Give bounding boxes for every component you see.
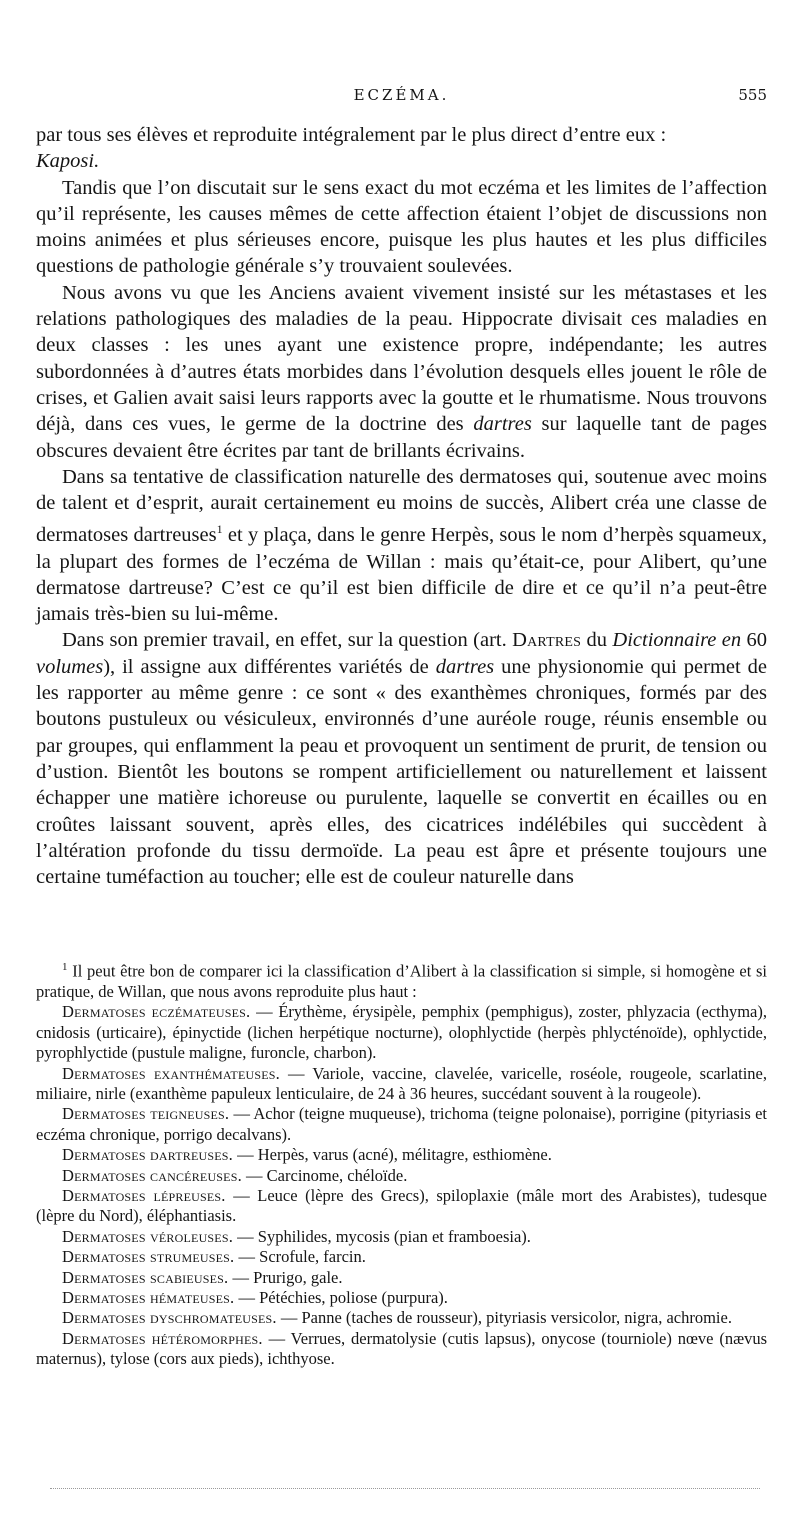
footnote-entry <box>36 1145 767 1165</box>
entry-text: — Prurigo, gale. <box>232 1267 343 1287</box>
italic-term: dartres <box>473 413 532 436</box>
entry-text: — Achor (teigne muqueuse), trichoma (teigne polonaise), porrigine (pityriasis et eczéma chronique, porrigo decalvans). <box>36 1104 767 1144</box>
footnote-entry <box>36 1308 767 1328</box>
footnote-intro <box>36 957 767 1002</box>
paragraph-continuation <box>36 122 767 175</box>
footnote-entry <box>36 1329 767 1370</box>
entry-text: — Carcinome, chéloïde. <box>246 1165 408 1185</box>
entry-heading: Dermatoses exanthémateuses. <box>62 1063 280 1083</box>
footnote-intro-text: Il peut être bon de comparer ici la classification d’Alibert à la classification si simple, si homogène et si pratique, de Willan, que nous avons reproduite plus haut : <box>36 961 768 1001</box>
entry-text: — Herpès, varus (acné), mélitagre, esthiomène. <box>237 1145 552 1165</box>
page-number: 555 <box>738 86 767 104</box>
running-title: ECZÉMA. <box>353 86 450 104</box>
footnote-entry <box>36 1247 767 1267</box>
paragraph-text: ), il assigne aux différentes variétés de <box>103 655 429 678</box>
footnote-reference: 1 <box>216 522 223 537</box>
footnote-entry <box>36 1166 767 1186</box>
bottom-dotted-rule <box>50 1488 760 1489</box>
entry-heading: Dermatoses cancéreuses. <box>62 1165 242 1185</box>
paragraph-text: Tandis que l’on discutait sur le sens exact du mot eczéma et les limites de l’affection qu’il représente, les causes mêmes de cette affection étaient l’objet de discussions non moins animées et plus sérieuses encore, puisque les plus hautes et les plus difficiles questions de pathologie générale s’y trouvaient soulevées. <box>36 176 767 278</box>
author-name: Kaposi. <box>36 150 100 173</box>
entry-heading: Dermatoses strumeuses. <box>62 1247 235 1267</box>
entry-heading: Dermatoses hémateuses. <box>62 1288 235 1307</box>
paragraph-text: du <box>586 629 608 652</box>
paragraph-text: sur laquelle tant de pages obscures devaient être écrites par tant de brillants écrivains. <box>36 413 768 462</box>
footnote-entry <box>36 1268 767 1288</box>
footnote-entry <box>36 1288 767 1308</box>
footnote-entry <box>36 1186 767 1227</box>
entry-text: — Scrofule, farcin. <box>238 1247 366 1267</box>
paragraph-text: Dans son premier travail, en effet, sur la question (art. <box>62 629 507 652</box>
footnote-mark: 1 <box>62 961 68 973</box>
entry-heading: Dermatoses eczémateuses. <box>62 1002 251 1022</box>
footnote-entry <box>36 1104 767 1145</box>
entry-text: — Leuce (lèpre des Grecs), spiloplaxie (mâle mort des Arabistes), tudesque (lèpre du Nord), éléphantiasis. <box>36 1185 768 1226</box>
entry-heading: Dermatoses teigneuses. <box>62 1104 230 1124</box>
entry-heading: Dermatoses scabieuses. <box>62 1267 229 1287</box>
entry-text: — Panne (taches de rousseur), pityriasis versicolor, nigra, achromie. <box>280 1308 732 1328</box>
paragraph <box>36 627 767 890</box>
article-name: Dartres <box>512 629 582 652</box>
entry-heading: Dermatoses lépreuses. <box>62 1185 226 1205</box>
entry-heading: Dermatoses dartreuses. <box>62 1145 233 1165</box>
entry-text: — Variole, vaccine, clavelée, varicelle, roséole, rougeole, scarlatine, miliaire, nirle (exanthème papuleux lenticulaire, de 24 à 36 heures, succédant souvent à la rougeole). <box>36 1063 768 1103</box>
footnote-entry <box>36 1002 767 1063</box>
paragraph-text: Nous avons vu que les Anciens avaient vivement insisté sur les métastases et les relations pathologiques des maladies de la peau. Hippocrate divisait ces maladies en deux classes : les unes ayant une existence propre, indépendante; les autres subordonnées à d’autres états morbides dans l’évolution desquels elles jouent le rôle de crises, et Galien avait saisi leurs rapports avec la goutte et le rhumatisme. Nous trouvons déjà, dans ces vues, le germe de la doctrine des <box>36 281 767 436</box>
volume-count: 60 <box>746 629 768 652</box>
entry-text: — Érythème, érysipèle, pemphix (pemphigus), zoster, phlyzacia (ecthyma), cnidosis (urticaire), épinyctide (lichen herpétique nocturne), olophlyctide (herpès phlycténoïde), ophlyctide, pyrophlyctide (pustule maligne, furoncle, charbon). <box>36 1002 767 1063</box>
paragraph <box>36 464 767 628</box>
entry-heading: Dermatoses hétéromorphes. <box>62 1328 263 1348</box>
footnote-entry <box>36 1227 767 1247</box>
entry-heading: Dermatoses véroleuses. <box>62 1226 234 1246</box>
entry-heading: Dermatoses dyschromateuses. <box>62 1308 277 1328</box>
paragraph <box>36 280 767 464</box>
main-text <box>36 122 767 890</box>
paragraph-text: par tous ses élèves et reproduite intégralement par le plus direct d’entre eux : <box>36 124 667 146</box>
running-header <box>36 86 767 112</box>
footnote-block <box>36 957 767 1370</box>
paragraph-text: une physionomie qui permet de les rapporter au même genre : ce sont « des exanthèmes chroniques, formés par des boutons pustuleux ou vésiculeux, environnés d’une auréole rouge, réunis ensemble ou par groupes, qui enflamment la peau et provoquent un sentiment de prurit, de tension ou d’ustion. Bientôt les boutons se rompent artificiellement ou naturellement et laissent échapper une matière ichoreuse ou purulente, laquelle se convertit en écailles ou en croûtes laissant souvent, après elles, des cicatrices indélébiles qui succèdent à l’altération profonde du tissu dermoïde. La peau est âpre et présente toujours une certaine tuméfaction au toucher; elle est de couleur naturelle dans <box>36 655 768 889</box>
entry-text: — Verrues, dermatolysie (cutis lapsus), onycose (tourniole) nœve (nævus maternus), tylose (cors aux pieds), ichthyose. <box>36 1328 768 1369</box>
paragraph <box>36 175 767 280</box>
footnote-entry <box>36 1064 767 1105</box>
paragraph-text: Dans sa tentative de classification naturelle des dermatoses qui, soutenue avec moins de talent et d’esprit, aurait certainement eu moins de succès, Alibert créa une classe de dermatoses dartreuses <box>36 465 767 547</box>
entry-text: — Pétéchies, poliose (purpura). <box>238 1288 448 1307</box>
italic-term: dartres <box>435 655 495 678</box>
entry-text: — Syphilides, mycosis (pian et framboesia). <box>237 1226 531 1246</box>
dictionary-volumes: volumes <box>36 655 104 678</box>
paragraph-text: et y plaça, dans le genre Herpès, sous le nom d’herpès squameux, la plupart des formes de l’eczéma de Willan : mais qu’était-ce, pour Alibert, qu’une dermatose dartreuse? C’est ce qu’il est bien difficile de dire et ce qu’il n’a peut-être jamais très-bien su lui-même. <box>36 524 767 626</box>
dictionary-title: Dictionnaire en <box>612 629 742 652</box>
